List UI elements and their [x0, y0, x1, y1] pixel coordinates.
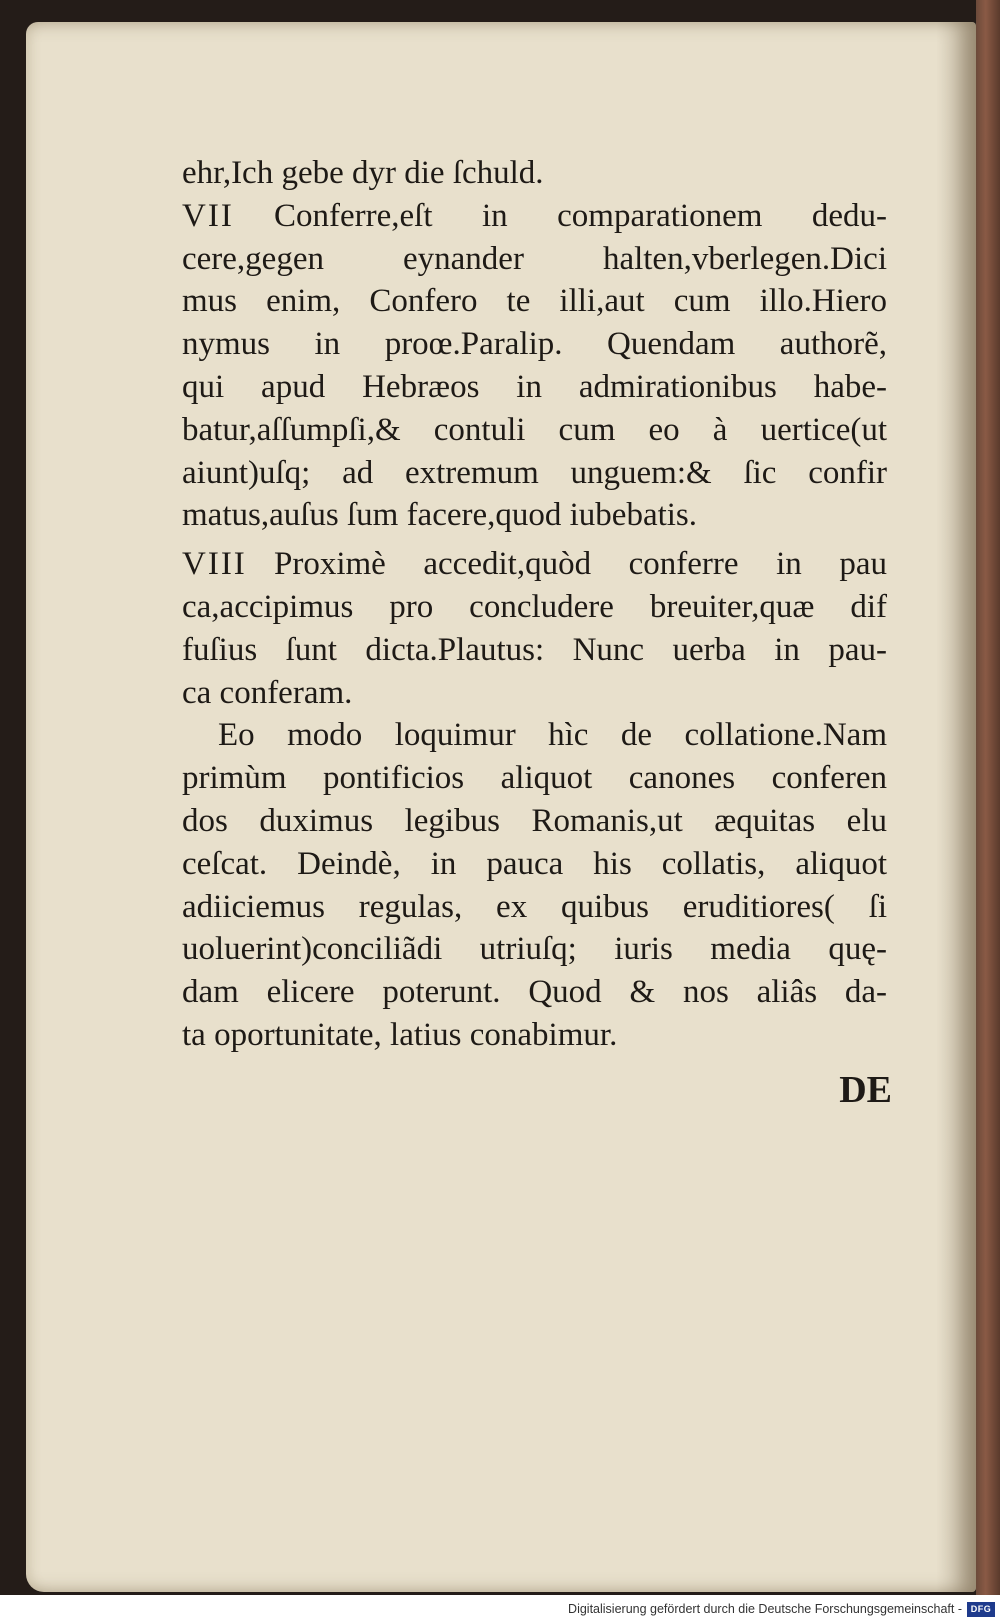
text-line: VII Conferre,eſt in comparationem dedu-	[182, 195, 887, 238]
text-line: qui apud Hebræos in admirationibus habe-	[182, 368, 887, 405]
page-text	[182, 152, 887, 1057]
dfg-logo-icon: DFG	[967, 1602, 995, 1617]
section-number: VII	[182, 197, 234, 234]
text-line: primùm pontificios aliquot canones conferen	[182, 760, 887, 797]
text-line: fuſius ſunt dicta.Plautus: Nunc uerba in pau-	[182, 631, 887, 668]
text-line: ca,accipimus pro concludere breuiter,quæ dif	[182, 588, 887, 625]
text-line: ehr,Ich gebe dyr die ſchuld.	[182, 155, 544, 191]
text-line: uoluerint)conciliãdi utriuſq; iuris media quę-	[182, 931, 887, 968]
footer-credit: Digitalisierung gefördert durch die Deutsche Forschungsgemeinschaft -	[568, 1602, 962, 1616]
section-number: VIII	[182, 546, 247, 583]
text-line: Eo modo loquimur hìc de collatione.Nam	[218, 717, 887, 754]
text-line: ceſcat. Deindè, in pauca his collatis, aliquot	[182, 845, 887, 882]
text-line: cere,gegen eynander halten,vberlegen.Dici	[182, 240, 887, 277]
text-line: adiiciemus regulas, ex quibus eruditiores( ſi	[182, 888, 887, 925]
text-line: batur,aſſumpſi,& contuli cum eo à uertice(ut	[182, 411, 887, 448]
text-line: matus,auſus ſum facere,quod iubebatis.	[182, 497, 698, 534]
text-line: VIII Proximè accedit,quòd conferre in pau	[182, 543, 887, 586]
text-line: aiunt)uſq; ad extremum unguem:& ſic confir	[182, 454, 887, 491]
book-edge	[976, 0, 1000, 1595]
text-line: ca conferam.	[182, 674, 353, 711]
catchword: DE	[839, 1069, 892, 1111]
text-line: nymus in proœ.Paralip. Quendam authorẽ,	[182, 326, 887, 363]
text-line: mus enim, Confero te illi,aut cum illo.Hiero	[182, 283, 887, 320]
text-line: dos duximus legibus Romanis,ut æquitas elu	[182, 802, 887, 839]
text-line: ta oportunitate, latius conabimur.	[182, 1016, 618, 1053]
text-line: dam elicere poterunt. Quod & nos aliâs da-	[182, 974, 887, 1011]
footer-bar	[0, 1595, 1000, 1622]
